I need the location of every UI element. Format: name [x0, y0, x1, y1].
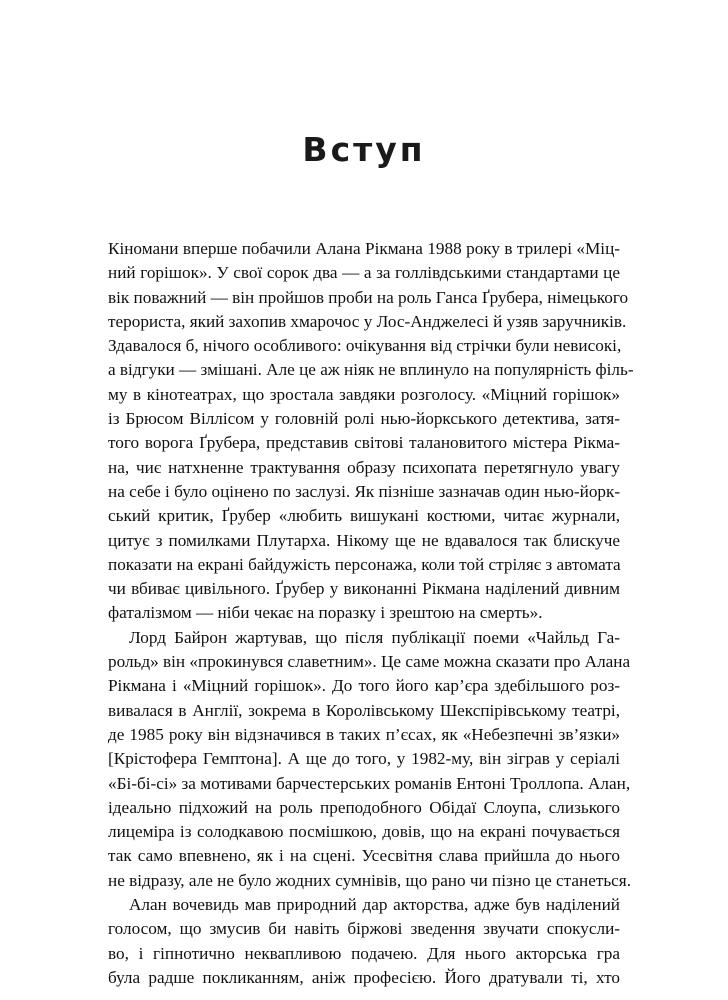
text-line: де 1985 року він відзначився в таких п’єсах, як «Небезпечні зв’язки»: [108, 724, 620, 744]
chapter-title: Вступ: [302, 130, 426, 170]
text-line: лицеміра із солодкавою посмішкою, довів, що на екрані почувається: [108, 822, 620, 842]
text-line: терориста, який захопив хмарочос у Лос-Анджелесі й узяв заручників.: [108, 311, 627, 331]
text-line: Лорд Байрон жартував, що після публікації поеми «Чайльд Га-: [129, 627, 620, 647]
text-line: чи вбиває цивільного. Ґрубер у виконанні Рікмана наділений дивним: [108, 579, 620, 599]
text-line: а відгуки — змішані. Але це аж ніяк не вплинуло на популярність філь-: [108, 360, 634, 380]
text-line: фаталізмом — ніби чекає на поразку і зрештою на смерть».: [108, 603, 543, 623]
text-line: Алан вочевидь мав природний дар акторства, адже був наділений: [129, 895, 620, 915]
text-line: так само впевнено, як і на сцені. Усесвітня слава прийшла до нього: [108, 846, 620, 866]
text-line: вивалася в Англії, зокрема в Королівському Шекспірівському театрі,: [108, 700, 620, 720]
text-line: ний горішок». У свої сорок два — а за голлівдськими стандартами це: [108, 263, 620, 283]
text-line: Кіномани вперше побачили Алана Рікмана 1988 року в трилері «Міц-: [108, 239, 620, 258]
text-line: Рікмана і «Міцний горішок». До того його кар’єра здебільшого роз-: [108, 676, 620, 696]
text-line: «Бі-бі-сі» за мотивами барчестерських романів Ентоні Троллопа. Алан,: [108, 773, 631, 793]
text-line: цитує з помилками Плутарха. Нікому ще не вдавалося так блискуче: [108, 530, 620, 550]
body-text: [108, 237, 634, 990]
text-line: голосом, що змусив би навіть біржові зведення звучати спокусли-: [108, 919, 620, 939]
text-line: на, чиє натхненне трактування образу психопата перетягнуло увагу: [108, 457, 620, 477]
text-line: [Крістофера Гемптона]. А ще до того, у 1982-му, він зіграв у серіалі: [108, 749, 620, 769]
text-line: не відразу, але не було жодних сумнівів, що рано чи пізно це станеться.: [108, 870, 632, 890]
text-line: із Брюсом Віллісом у головній ролі нью-йоркського детектива, затя-: [108, 409, 620, 429]
text-line: рольд» він «прокинувся славетним». Це саме можна сказати про Алана: [108, 652, 631, 672]
text-line: того ворога Ґрубера, представив світові талановитого містера Рікма-: [108, 433, 620, 453]
text-line: показати на екрані байдужість персонажа, коли той стріляє з автомата: [108, 554, 621, 574]
text-line: ський критик, Ґрубер «любить вишукані костюми, читає журнали,: [108, 506, 620, 526]
text-line: му в кінотеатрах, що зростала завдяки розголосу. «Міцний горішок»: [108, 384, 620, 404]
text-line: на себе і було оцінено по заслузі. Як пізніше зазначав один нью-йорк-: [108, 481, 621, 501]
text-line: вік поважний — він пройшов проби на роль Ганса Ґрубера, німецького: [108, 287, 629, 307]
text-line: Здавалося б, нічого особливого: очікування від стрічки були невисокі,: [108, 336, 622, 356]
text-line: була радше покликанням, аніж професією. Його дратували ті, хто: [108, 967, 620, 987]
text-line: во, і гіпнотично неквапливою подачею. Для нього акторська гра: [108, 943, 620, 963]
text-line: ідеально підхожий на роль преподобного Обідаї Слоупа, слизького: [108, 797, 620, 817]
